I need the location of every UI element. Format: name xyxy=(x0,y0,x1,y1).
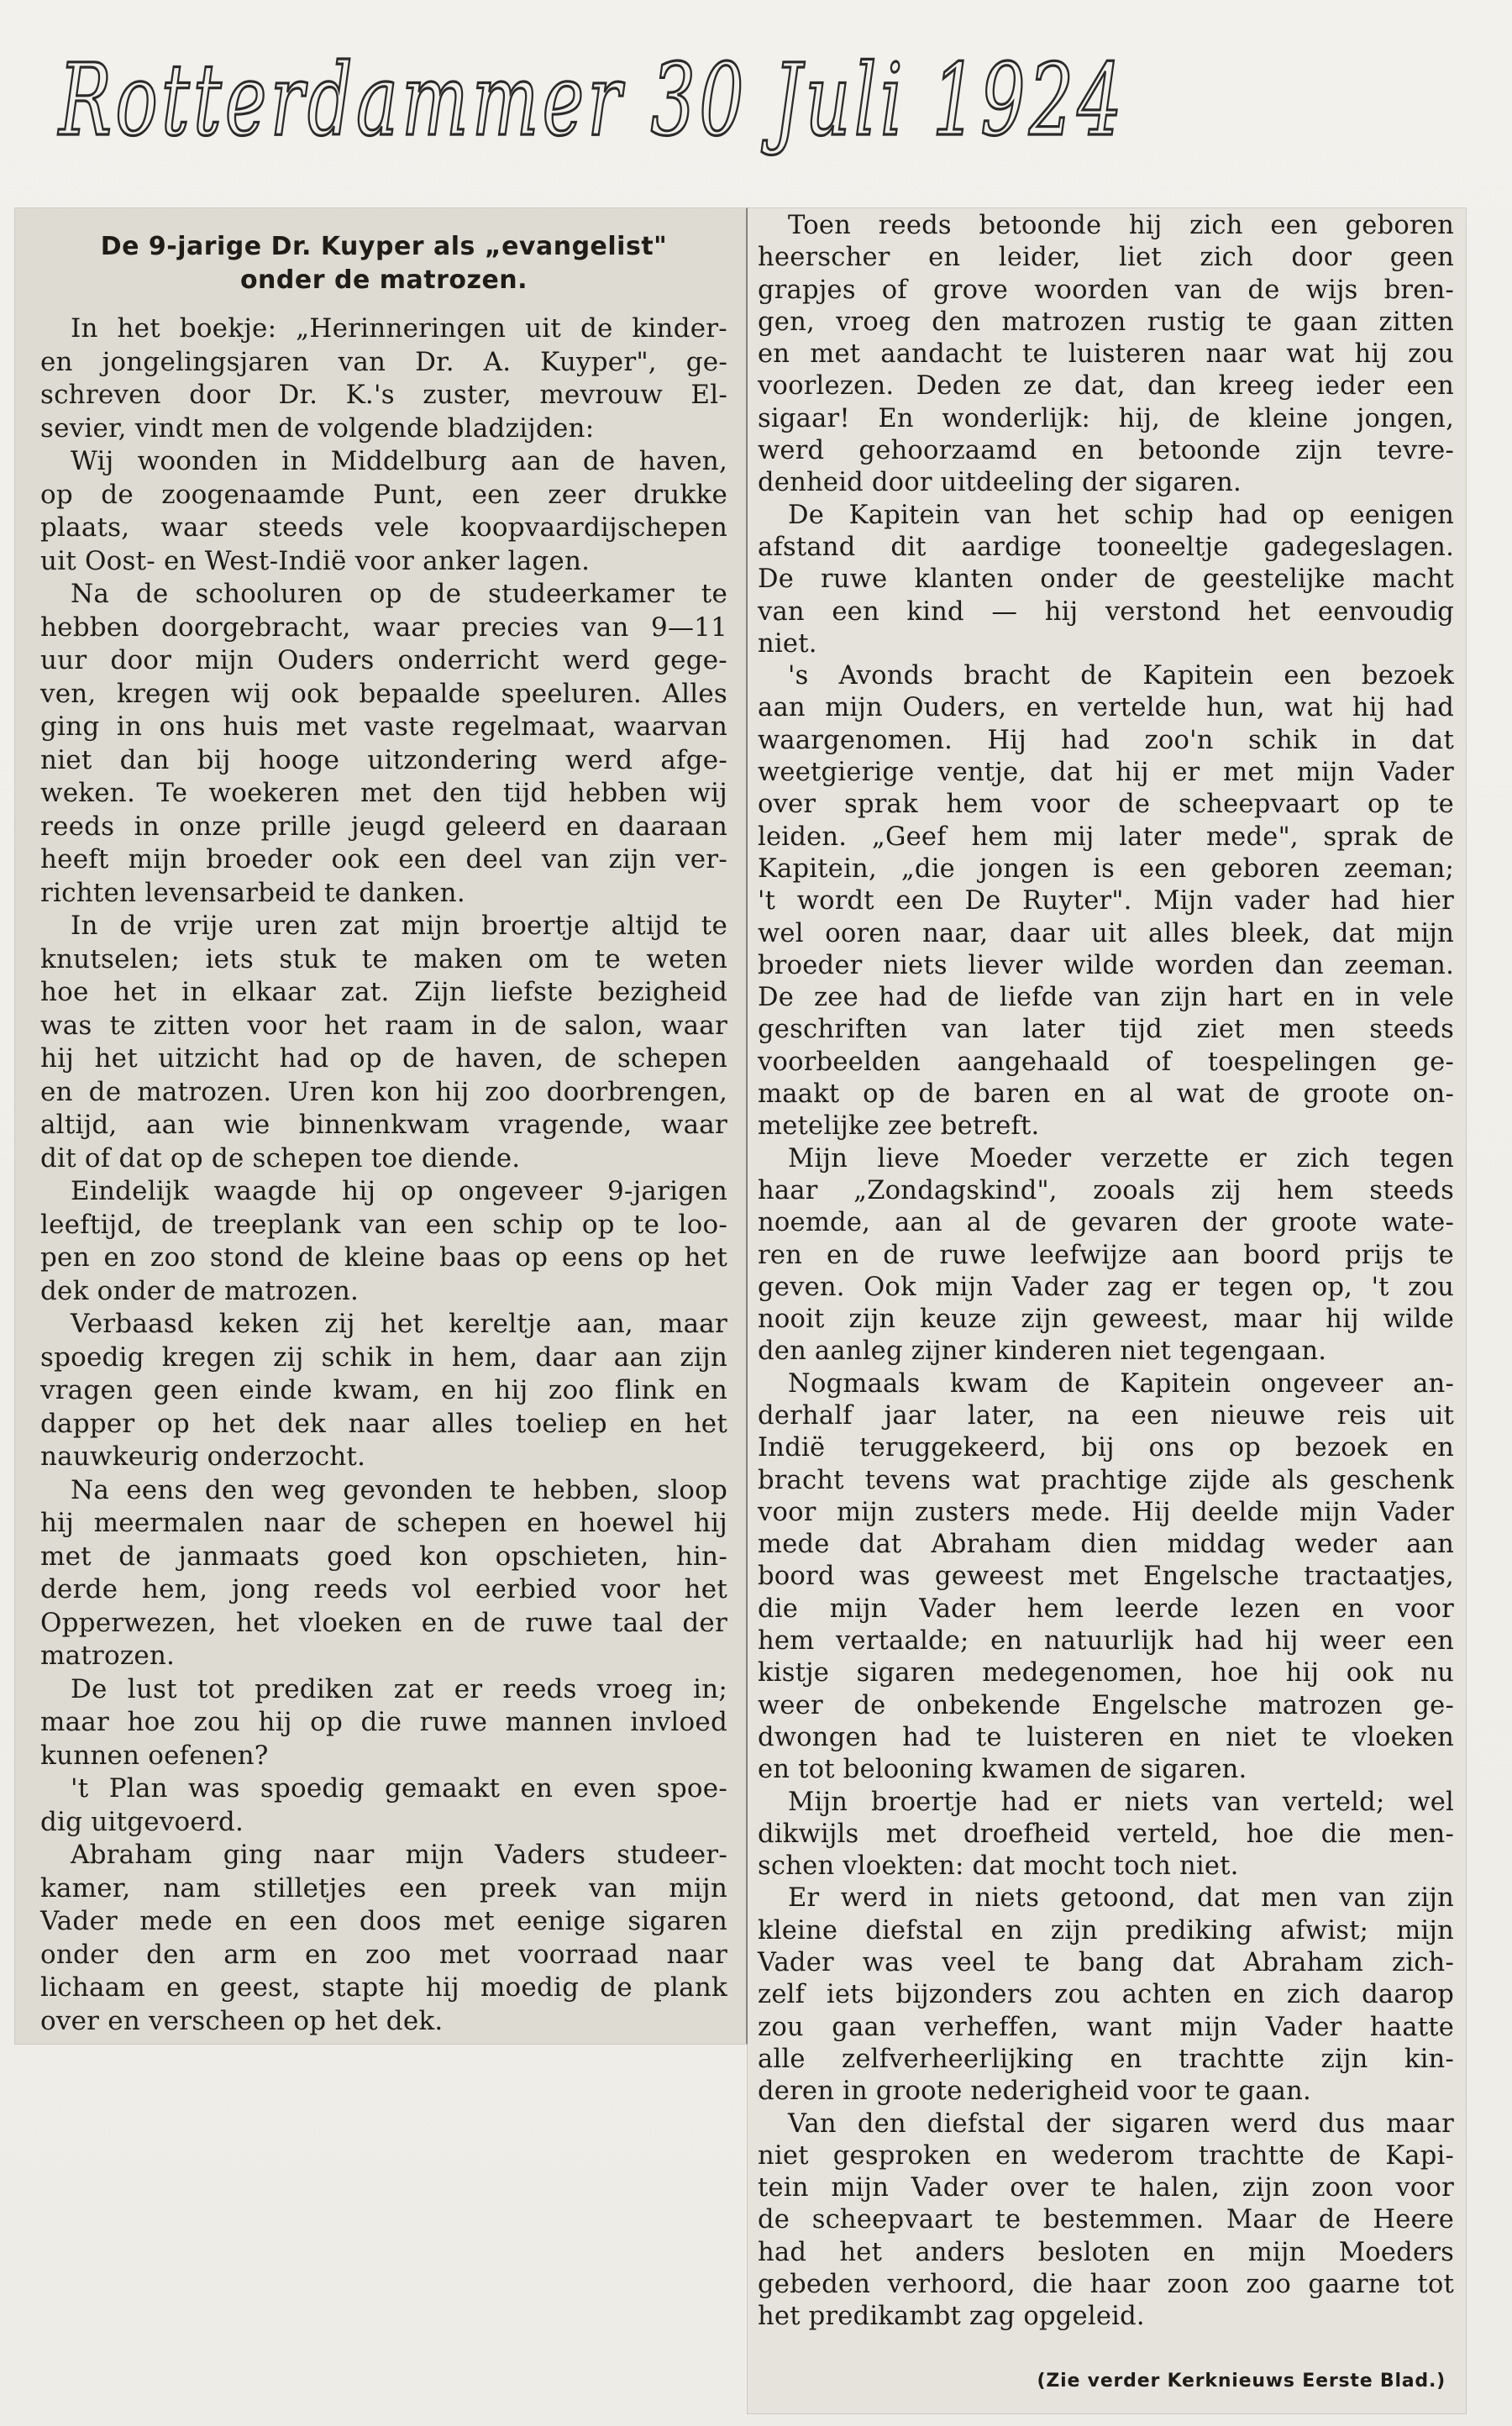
text-line: nauwkeurig onderzocht. xyxy=(40,1441,366,1472)
text-line: schreven door Dr. K.'s zuster, mevrouw El- xyxy=(40,380,727,410)
text-line: grapjes of grove woorden van de wijs bren- xyxy=(758,275,1454,305)
article-headline xyxy=(40,230,727,297)
text-line: dig uitgevoerd. xyxy=(40,1806,244,1837)
text-line: Vader was veel te bang dat Abraham zich- xyxy=(758,1948,1454,1978)
text-line: ging in ons huis met vaste regelmaat, waarvan xyxy=(40,712,727,742)
clipping-left-column xyxy=(15,208,748,2044)
text-line: De zee had de liefde van zijn hart en in vele xyxy=(758,983,1454,1013)
text-line: derhalf jaar later, na een nieuwe reis uit xyxy=(758,1400,1454,1431)
text-line: op de zoogenaamde Punt, een zeer drukke xyxy=(40,479,727,510)
text-line: Wij woonden in Middelburg aan de haven, xyxy=(71,446,727,476)
text-line: Toen reeds betoonde hij zich een geboren xyxy=(788,211,1454,240)
text-line: deren in groote nederigheid voor te gaan. xyxy=(758,2077,1311,2107)
text-line: niet dan bij hooge uitzondering werd afge- xyxy=(40,744,727,775)
text-line: hebben doorgebracht, waar precies van 9—11 xyxy=(40,612,727,643)
text-line: Opperwezen, het vloeken en de ruwe taal der xyxy=(40,1607,727,1638)
text-line: Verbaasd keken zij het kereltje aan, maar xyxy=(71,1309,727,1339)
handwritten-note-text: Rotterdammer 30 Juli 1924 xyxy=(57,42,1126,158)
text-line: Kapitein, „die jongen is een geboren zeeman; xyxy=(758,853,1454,884)
text-line: met de janmaats goed kon opschieten, hin- xyxy=(40,1541,727,1572)
text-line: Eindelijk waagde hij op ongeveer 9-jarigen xyxy=(71,1176,727,1206)
text-line: Indië teruggekeerd, bij ons op bezoek en xyxy=(758,1433,1454,1463)
text-line: Mijn broertje had er niets van verteld; wel xyxy=(788,1787,1454,1817)
text-line: Na eens den weg gevonden te hebben, sloop xyxy=(71,1474,727,1505)
text-line: den aanleg zijner kinderen niet tegengaan. xyxy=(758,1336,1327,1367)
text-line: knutselen; iets stuk te maken om te weten xyxy=(40,943,727,974)
text-line: geven. Ook mijn Vader zag er tegen op, 't zou xyxy=(758,1272,1454,1302)
text-line: bracht tevens wat prachtige zijde als geschenk xyxy=(758,1465,1454,1495)
text-line: Abraham ging naar mijn Vaders studeer- xyxy=(71,1840,727,1870)
text-line: reeds in onze prille jeugd geleerd en daaraan xyxy=(40,811,727,842)
text-line: richten levensarbeid te danken. xyxy=(40,877,465,908)
right-column-text xyxy=(758,208,1454,2413)
text-line: 's Avonds bracht de Kapitein een bezoek xyxy=(788,661,1454,691)
text-line: uit Oost- en West-Indië voor anker lagen. xyxy=(40,545,591,576)
text-line: Vader mede en een doos met eenige sigaren xyxy=(40,1906,727,1936)
text-line: kamer, nam stilletjes een preek van mijn xyxy=(40,1872,727,1904)
text-line: boord was geweest met Engelsche tractaatjes, xyxy=(758,1562,1454,1592)
text-line: voorlezen. Deden ze dat, dan kreeg ieder een xyxy=(758,371,1454,402)
text-line: broeder niets liever wilde worden dan zeeman. xyxy=(758,950,1454,980)
text-line: afstand dit aardige tooneeltje gadegeslagen. xyxy=(758,532,1454,562)
text-line: derde hem, jong reeds vol eerbied voor het xyxy=(40,1574,727,1604)
headline-line-2: onder de matrozen. xyxy=(239,265,528,295)
text-line: vragen geen einde kwam, en hij zoo flink en xyxy=(40,1375,727,1405)
text-line: hem vertaalde; en natuurlijk had hij weer een xyxy=(758,1626,1454,1657)
text-line: en met aandacht te luisteren naar wat hij zou xyxy=(758,339,1454,370)
text-line: dwongen had te luisteren en niet te vloeken xyxy=(758,1722,1454,1752)
text-line: was te zitten voor het raam in de salon, waar xyxy=(40,1010,727,1041)
text-line: ren en de ruwe leefwijze aan boord prijs te xyxy=(758,1240,1454,1270)
text-line: dikwijls met droefheid verteld, hoe die men- xyxy=(758,1819,1454,1849)
text-line: maar hoe zou hij op die ruwe mannen invloed xyxy=(40,1707,727,1737)
text-line: die mijn Vader hem leerde lezen en voor xyxy=(758,1594,1454,1624)
text-line: de scheepvaart te bestemmen. Maar de Heere xyxy=(758,2205,1454,2235)
text-line: van een kind — hij verstond het eenvoudig xyxy=(758,596,1454,627)
text-line: sigaar! En wonderlijk: hij, de kleine jongen, xyxy=(758,403,1454,433)
text-line: denheid door uitdeeling der sigaren. xyxy=(758,468,1242,498)
text-line: wel ooren naar, daar uit alles bleek, dat mijn xyxy=(758,918,1454,948)
handwritten-note-drawing xyxy=(50,34,1142,176)
text-line: De ruwe klanten onder de geestelijke macht xyxy=(758,564,1454,595)
text-line: Nogmaals kwam de Kapitein ongeveer an- xyxy=(788,1368,1454,1399)
text-line: matrozen. xyxy=(40,1641,176,1671)
text-line: kleine diefstal en zijn prediking afwist; mijn xyxy=(758,1915,1454,1946)
text-line: weetgierige ventje, dat hij er met mijn Vader xyxy=(758,758,1454,788)
text-line: waargenomen. Hij had zoo'n schik in dat xyxy=(758,725,1454,755)
text-line: leeftijd, de treeplank van een schip op te loo- xyxy=(40,1209,727,1240)
text-line: pen en zoo stond de kleine baas op eens op het xyxy=(40,1242,727,1273)
text-line: kistje sigaren medegenomen, hoe hij ook nu xyxy=(758,1658,1454,1688)
text-line: over sprak hem voor de scheepvaart op te xyxy=(758,790,1454,820)
text-line: zou gaan verheffen, want mijn Vader haatte xyxy=(758,2012,1454,2042)
text-line: heeft mijn broeder ook een deel van zijn ver- xyxy=(40,844,727,874)
text-line: alle zelfverheerlijking en trachtte zijn kin- xyxy=(758,2044,1454,2074)
text-line: In de vrije uren zat mijn broertje altijd te xyxy=(71,911,727,941)
left-column-text xyxy=(40,208,727,2044)
text-line: werd gehoorzaamd en betoonde zijn tevre- xyxy=(758,436,1454,466)
handwritten-note xyxy=(50,34,1142,176)
text-line: haar „Zondagskind", zooals zij hem steeds xyxy=(758,1175,1454,1205)
left-body xyxy=(40,312,727,2038)
text-line: ven, kregen wij ook bepaalde speeluren. Alles xyxy=(40,678,727,709)
text-line: plaats, waar steeds vele koopvaardijschepen xyxy=(40,512,727,543)
text-line: over en verscheen op het dek. xyxy=(40,2005,444,2036)
text-line: 't Plan was spoedig gemaakt en even spoe- xyxy=(71,1773,727,1804)
text-line: In het boekje: „Herinneringen uit de kinder- xyxy=(71,313,727,344)
text-line: aan mijn Ouders, en vertelde hun, wat hij had xyxy=(758,693,1454,723)
text-line: Mijn lieve Moeder verzette er zich tegen xyxy=(788,1143,1454,1174)
text-line: uur door mijn Ouders onderricht werd gege- xyxy=(40,645,727,675)
text-line: 't wordt een De Ruyter". Mijn vader had hier xyxy=(758,886,1454,916)
headline-line-1: De 9-jarige Dr. Kuyper als „evangelist" xyxy=(100,232,668,261)
right-body xyxy=(758,210,1454,2334)
text-line: mede dat Abraham dien middag weder aan xyxy=(758,1530,1454,1560)
text-line: metelijke zee betreft. xyxy=(758,1111,1040,1142)
text-line: heerscher en leider, liet zich door geen xyxy=(758,243,1454,273)
text-line: en jongelingsjaren van Dr. A. Kuyper", ge- xyxy=(40,346,727,377)
text-line: dit of dat op de schepen toe diende. xyxy=(40,1142,521,1174)
text-line: gen, vroeg den matrozen rustig te gaan zitten xyxy=(758,307,1454,337)
text-line: dapper op het dek naar alles toeliep en het xyxy=(40,1408,727,1439)
text-line: niet. xyxy=(758,628,817,659)
text-line: leiden. „Geef hem mij later mede", sprak de xyxy=(758,822,1454,852)
text-line: spoedig kregen zij schik in hem, daar aan zijn xyxy=(40,1342,727,1373)
text-line: De lust tot prediken zat er reeds vroeg in; xyxy=(71,1673,727,1704)
text-line: dek onder de matrozen. xyxy=(40,1275,360,1306)
text-line: gebeden verhoord, die haar zoon zoo gaarne tot xyxy=(758,2270,1454,2299)
text-line: niet gesproken en wederom trachtte de Kapi- xyxy=(758,2140,1454,2171)
text-line: hij meermalen naar de schepen en hoewel hij xyxy=(40,1508,727,1538)
text-line: onder den arm en zoo met voorraad naar xyxy=(40,1939,727,1970)
text-line: hij het uitzicht had op de haven, de schepen xyxy=(40,1043,727,1074)
text-line: tein mijn Vader over te halen, zijn zoon voor xyxy=(758,2173,1454,2203)
clipping-right-column xyxy=(748,208,1466,2413)
text-line: het predikambt zag opgeleid. xyxy=(758,2302,1145,2332)
text-line: en de matrozen. Uren kon hij zoo doorbrengen, xyxy=(40,1076,727,1107)
text-line: weken. Te woekeren met den tijd hebben wij xyxy=(40,778,727,808)
text-line: en tot belooning kwamen de sigaren. xyxy=(758,1755,1247,1785)
text-line: nooit zijn keuze zijn geweest, maar hij wilde xyxy=(758,1305,1454,1335)
text-line: weer de onbekende Engelsche matrozen ge- xyxy=(758,1690,1454,1720)
text-line: voorbeelden aangehaald of toespelingen ge- xyxy=(758,1047,1454,1077)
text-line: altijd, aan wie binnenkwam vragende, waar xyxy=(40,1110,727,1140)
text-line: voor mijn zusters mede. Hij deelde mijn Vader xyxy=(758,1497,1454,1527)
text-line: Er werd in niets getoond, dat men van zijn xyxy=(788,1883,1454,1914)
text-line: Na de schooluren op de studeerkamer te xyxy=(71,579,727,609)
continuation-note: (Zie verder Kerknieuws Eerste Blad.) xyxy=(1037,2371,1446,2392)
text-line: De Kapitein van het schip had op eenigen xyxy=(788,500,1454,530)
text-line: geschriften van later tijd ziet men steeds xyxy=(758,1015,1454,1045)
text-line: kunnen oefenen? xyxy=(40,1740,269,1771)
text-line: schen vloekten: dat mocht toch niet. xyxy=(758,1851,1239,1882)
text-line: lichaam en geest, stapte hij moedig de plank xyxy=(40,1972,727,2003)
text-line: hoe het in elkaar zat. Zijn liefste bezigheid xyxy=(40,977,727,1007)
text-line: zelf iets bijzonders zou achten en zich daarop xyxy=(758,1980,1454,2010)
text-line: sevier, vindt men de volgende bladzijden: xyxy=(40,412,595,444)
text-line: maakt op de baren en al wat de groote on- xyxy=(758,1079,1454,1110)
text-line: had het anders besloten en mijn Moeders xyxy=(758,2237,1454,2267)
text-line: Van den diefstal der sigaren werd dus maar xyxy=(788,2108,1454,2139)
text-line: noemde, aan al de gevaren der groote wate- xyxy=(758,1208,1454,1238)
